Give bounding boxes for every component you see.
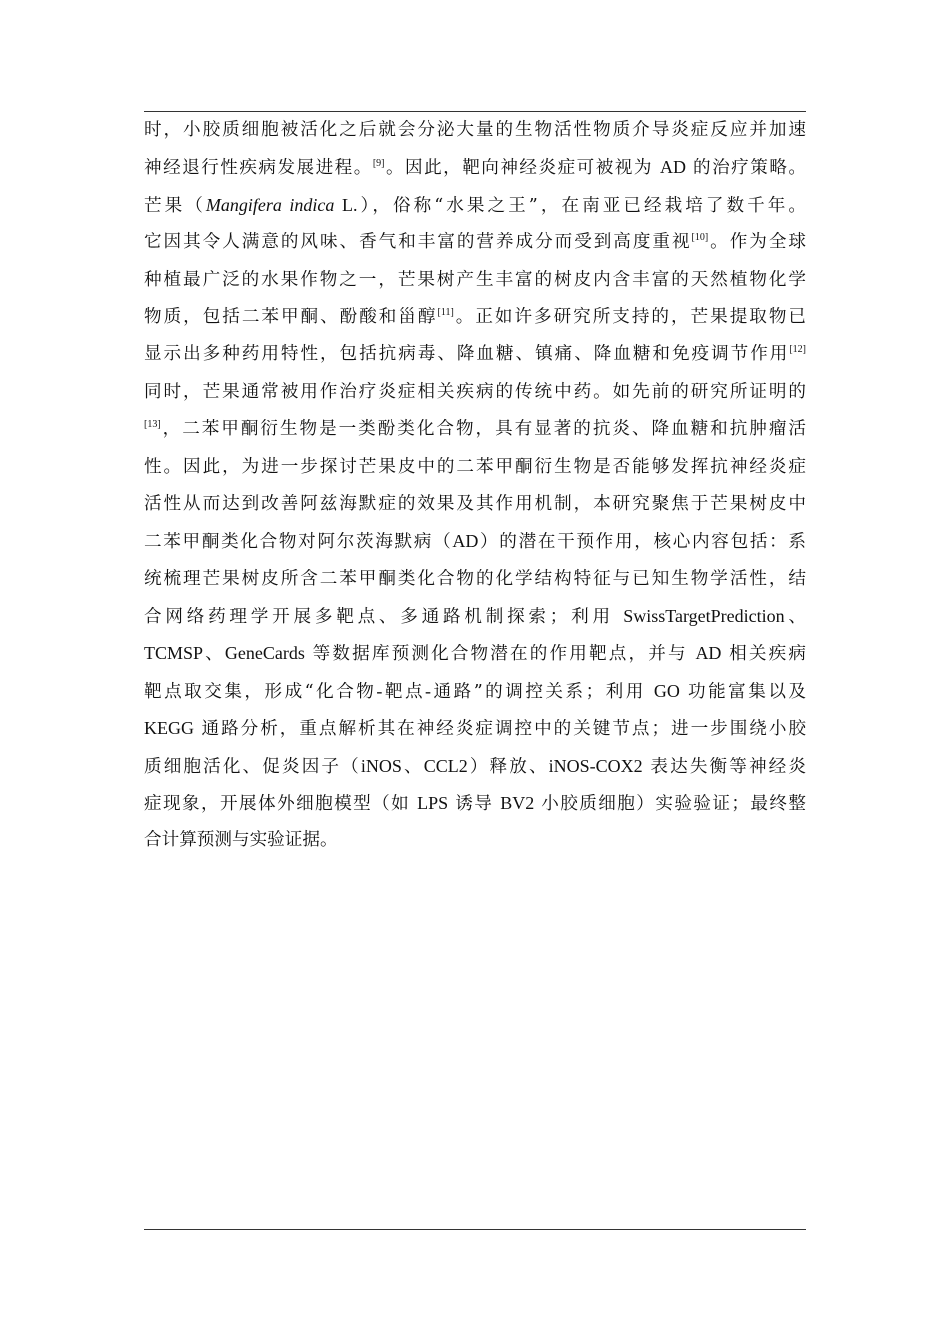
text-run: 显示出多种药用特性，包括抗病毒、降血糖、镇痛、降血糖和免疫调节作用 bbox=[144, 344, 790, 365]
cell-line-name: BV2 bbox=[500, 793, 535, 814]
text-line-17 bbox=[144, 710, 806, 747]
citation-ref-10[interactable]: [10] bbox=[691, 232, 709, 244]
text-run: 小胶质细胞）实验验证；最终整 bbox=[534, 794, 806, 815]
text-run: 质细胞活化、促炎因子（ bbox=[144, 756, 361, 777]
gene-name: iNOS bbox=[360, 755, 402, 776]
body-paragraph bbox=[144, 112, 806, 860]
text-run: 。作为全球 bbox=[708, 232, 806, 253]
text-run: 等数据库预测化合物潜在的作用靶点，并与 bbox=[304, 644, 696, 665]
text-line-6 bbox=[144, 299, 806, 336]
text-run: 相关疾病 bbox=[721, 644, 806, 665]
text-run: 合网络药理学开展多靶点、多通路机制探索；利用 bbox=[144, 607, 624, 628]
text-run: 芒果（ bbox=[144, 195, 206, 216]
text-run: 合计算预测与实验证据。 bbox=[144, 830, 338, 851]
text-run: 物质，包括二苯甲酮、酚酸和甾醇 bbox=[144, 306, 438, 327]
abbr-kegg: KEGG bbox=[144, 718, 194, 739]
text-run: ，二苯甲酮衍生物是一类酚类化合物，具有显著的抗炎、降血糖和抗肿瘤活 bbox=[160, 419, 806, 440]
citation-ref-12[interactable]: [12] bbox=[789, 344, 806, 356]
text-line-3 bbox=[144, 187, 806, 224]
text-run: 诱导 bbox=[448, 794, 501, 815]
text-run: 。因此，靶向神经炎症可被视为 bbox=[384, 158, 660, 179]
text-line-18 bbox=[144, 748, 806, 785]
text-run: 功能富集以及 bbox=[679, 681, 807, 702]
text-line-7 bbox=[144, 336, 806, 373]
text-line-14 bbox=[144, 598, 806, 635]
text-run: 种植最广泛的水果作物之一，芒果树产生丰富的树皮内含丰富的天然植物化学 bbox=[144, 269, 806, 290]
text-line-2 bbox=[144, 149, 806, 186]
text-run: 性。因此，为进一步探讨芒果皮中的二苯甲酮衍生物是否能够发挥抗神经炎症 bbox=[144, 456, 806, 477]
database-name: GeneCards bbox=[224, 643, 305, 664]
text-run: 症现象，开展体外细胞模型（如 bbox=[144, 794, 418, 815]
text-line-16 bbox=[144, 673, 806, 710]
abbr-go: GO bbox=[653, 680, 680, 701]
abbr-ad: AD bbox=[452, 531, 479, 552]
text-run: 靶点取交集，形成“化合物 bbox=[144, 681, 377, 702]
citation-ref-9[interactable]: [9] bbox=[372, 158, 385, 170]
database-name: SwissTargetPrediction bbox=[623, 606, 785, 627]
text-run: 表达失衡等神经炎 bbox=[642, 756, 806, 777]
hyphen: - bbox=[425, 680, 432, 701]
species-name: Mangifera indica bbox=[205, 194, 335, 215]
text-line-4 bbox=[144, 224, 806, 261]
text-line-8 bbox=[144, 374, 806, 411]
text-line-1 bbox=[144, 112, 806, 149]
text-run: 二苯甲酮类化合物对阿尔茨海默病（ bbox=[144, 532, 453, 553]
text-run: 它因其令人满意的风味、香气和丰富的营养成分而受到高度重视 bbox=[144, 232, 692, 253]
text-line-11 bbox=[144, 486, 806, 523]
text-run: 通路分析，重点解析其在神经炎症调控中的关键节点；进一步围绕小胶 bbox=[194, 719, 806, 740]
text-line-20 bbox=[144, 822, 806, 859]
text-run: 靶点 bbox=[382, 681, 426, 702]
text-line-13 bbox=[144, 561, 806, 598]
abbr-ad: AD bbox=[659, 157, 686, 178]
text-line-19 bbox=[144, 785, 806, 822]
text-line-10 bbox=[144, 449, 806, 486]
species-author: L. bbox=[334, 194, 358, 215]
citation-ref-11[interactable]: [11] bbox=[437, 306, 454, 318]
text-line-15 bbox=[144, 635, 806, 672]
text-run: 活性从而达到改善阿兹海默症的效果及其作用机制，本研究聚焦于芒果树皮中 bbox=[144, 493, 806, 514]
gene-name: CCL2 bbox=[423, 755, 468, 776]
text-run: 统梳理芒果树皮所含二苯甲酮类化合物的化学结构特征与已知生物学活性，结 bbox=[144, 568, 806, 589]
abbr-ad: AD bbox=[695, 643, 722, 664]
text-run: 、 bbox=[784, 607, 806, 628]
hyphen: - bbox=[376, 680, 383, 701]
database-name: TCMSP bbox=[144, 643, 204, 664]
text-run: 神经退行性疾病发展进程。 bbox=[144, 158, 373, 179]
text-run: 、 bbox=[203, 644, 225, 665]
abbr-lps: LPS bbox=[417, 793, 449, 814]
footer-rule bbox=[144, 1229, 806, 1230]
text-run: 同时，芒果通常被用作治疗炎症相关疾病的传统中药。如先前的研究所证明的 bbox=[144, 381, 806, 402]
text-run: 的治疗策略。 bbox=[685, 158, 806, 179]
text-line-9 bbox=[144, 411, 806, 448]
gene-name: iNOS-COX2 bbox=[548, 755, 643, 776]
text-run: 时，小胶质细胞被活化之后就会分泌大量的生物活性物质介导炎症反应并加速 bbox=[144, 120, 806, 140]
text-run: ）的潜在干预作用，核心内容包括：系 bbox=[478, 532, 806, 553]
text-run: ），俗称“水果之王”，在南亚已经栽培了数千年。 bbox=[357, 195, 807, 216]
text-line-5 bbox=[144, 262, 806, 299]
citation-ref-13[interactable]: [13] bbox=[144, 419, 161, 431]
text-run: ）释放、 bbox=[467, 756, 549, 777]
text-line-12 bbox=[144, 523, 806, 560]
text-run: 、 bbox=[401, 756, 424, 777]
text-run: 通路”的调控关系；利用 bbox=[431, 681, 654, 702]
text-run: 。正如许多研究所支持的，芒果提取物已 bbox=[453, 306, 806, 327]
